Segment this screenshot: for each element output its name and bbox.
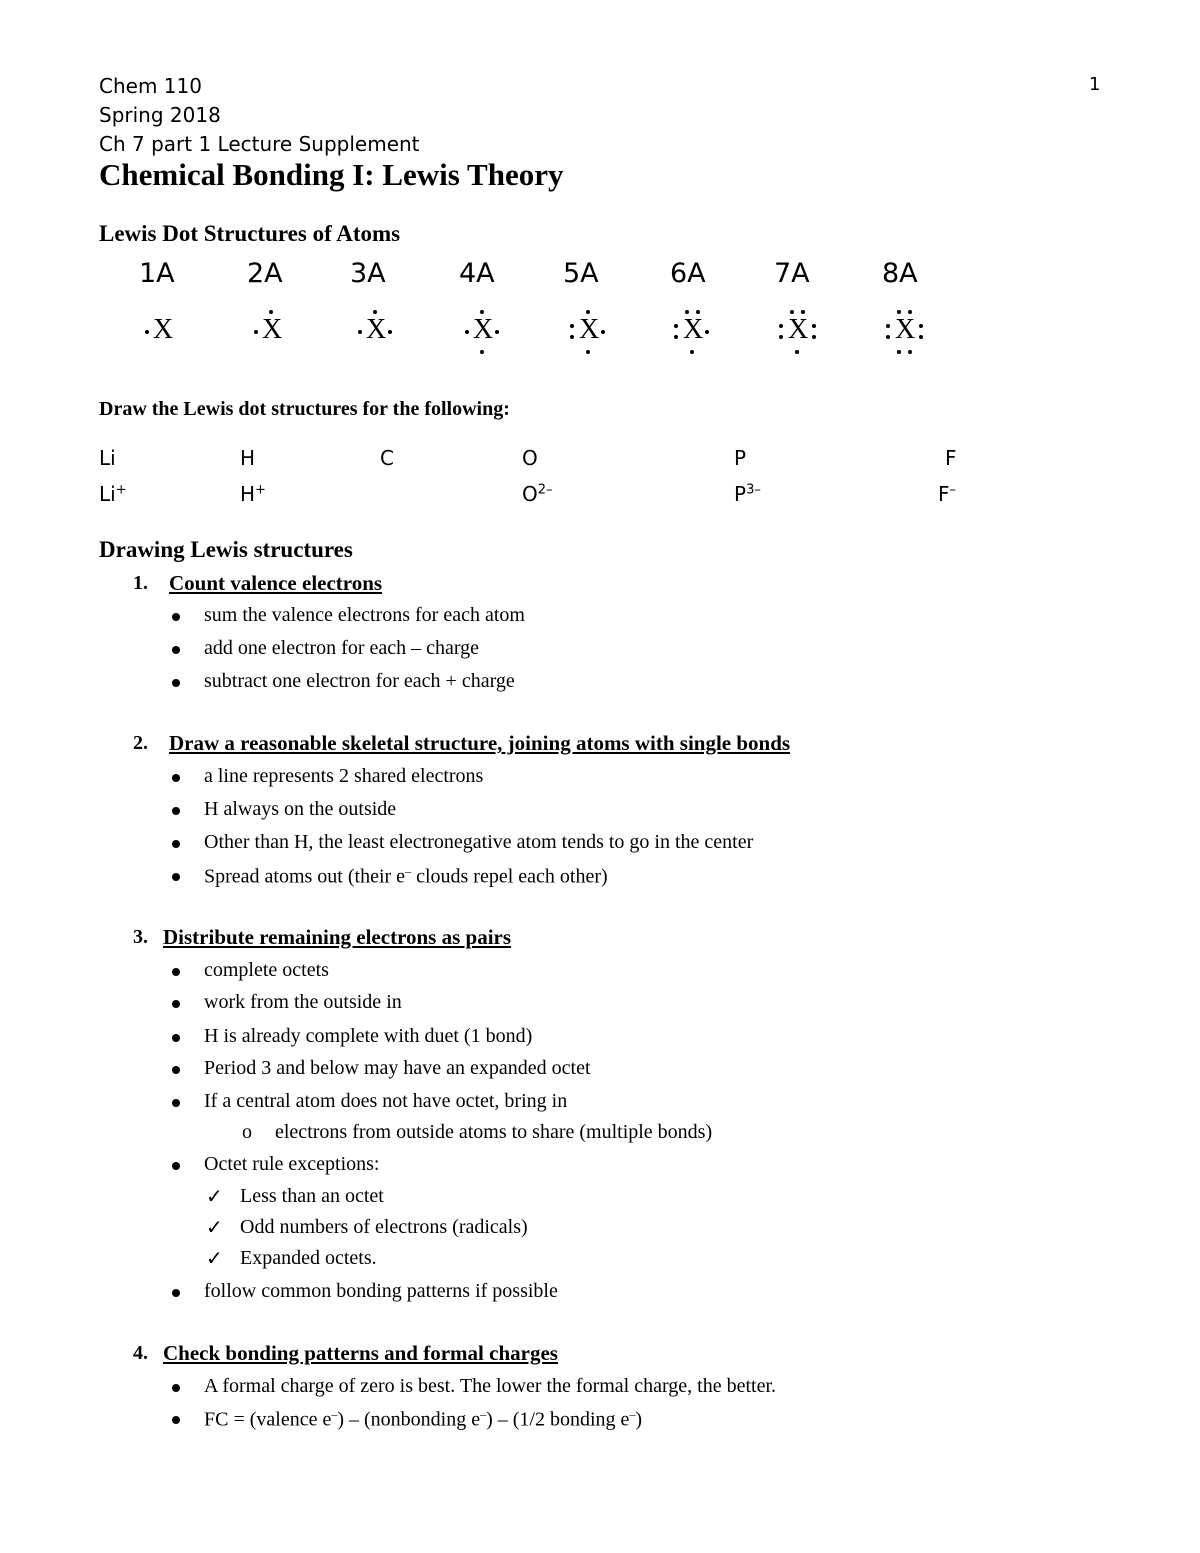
electron-dot: [480, 310, 484, 314]
text-fragment: FC = (valence e: [204, 1408, 332, 1431]
electron-dot: [674, 324, 678, 328]
group-label: 8A: [882, 258, 918, 289]
ion-base: H: [240, 482, 256, 506]
step-title: Count valence electrons: [169, 571, 383, 595]
electron-dot: [897, 350, 901, 354]
ion-base: Li: [99, 482, 116, 506]
list-item-text: [204, 864, 608, 889]
element-f: F: [945, 446, 957, 470]
bullet-dot: [172, 807, 180, 815]
electron-dot: [465, 330, 469, 334]
element-p: P: [734, 446, 747, 470]
electron-dot: [886, 324, 890, 328]
electron-dot: [495, 330, 499, 334]
element-symbol: X: [473, 314, 494, 345]
electron-dot: [586, 350, 590, 354]
bullet-dot: [172, 1000, 180, 1008]
step-title: Check bonding patterns and formal charges: [163, 1341, 558, 1365]
electron-dot: [790, 310, 794, 314]
lewis-symbol-7a: [766, 303, 836, 361]
electron-dot: [897, 310, 901, 314]
page-number: 1: [1089, 74, 1101, 95]
electron-dot: [908, 310, 912, 314]
bullet-dot: [172, 1416, 180, 1424]
bullet-dot: [172, 968, 180, 976]
electron-dot: [919, 335, 923, 339]
list-item-text: Other than H, the least electronegative atom tends to go in the center: [204, 831, 754, 853]
element-symbol: X: [895, 314, 916, 345]
electron-dot: [358, 330, 362, 334]
ion-o-2minus: [522, 482, 553, 506]
bullet-dot: [172, 774, 180, 782]
element-symbol: X: [683, 314, 704, 345]
list-item-text: subtract one electron for each + charge: [204, 670, 515, 692]
list-item-text: H always on the outside: [204, 798, 397, 820]
step-title: Distribute remaining electrons as pairs: [163, 925, 512, 949]
element-h: H: [240, 446, 256, 470]
list-item-text: A formal charge of zero is best. The lower the formal charge, the better.: [204, 1375, 777, 1397]
bullet-dot: [172, 1162, 180, 1170]
electron-dot: [145, 330, 149, 334]
superscript-charge: –: [331, 1407, 338, 1421]
page-title: Chemical Bonding I: Lewis Theory: [99, 157, 564, 192]
checkmark-icon: ✓: [206, 1186, 223, 1208]
list-item-text: Octet rule exceptions:: [204, 1153, 380, 1175]
term: Spring 2018: [99, 103, 221, 127]
group-label: 4A: [459, 258, 495, 289]
group-label: 2A: [247, 258, 283, 289]
step-number: 4.: [133, 1342, 148, 1364]
draw-prompt: Draw the Lewis dot structures for the following:: [99, 398, 510, 420]
electron-dot: [696, 310, 700, 314]
electron-dot: [570, 324, 574, 328]
ion-base: O: [522, 482, 538, 506]
bullet-dot: [172, 873, 180, 881]
ion-li-plus: [99, 482, 127, 506]
lewis-heading: Lewis Dot Structures of Atoms: [99, 221, 401, 246]
checkmark-icon: ✓: [206, 1248, 223, 1270]
bullet-dot: [172, 679, 180, 687]
group-label: 1A: [139, 258, 175, 289]
ion-h-plus: [240, 482, 266, 506]
list-item-text: work from the outside in: [204, 991, 402, 1013]
lewis-symbol-4a: [451, 303, 521, 361]
supplement-label: Ch 7 part 1 Lecture Supplement: [99, 132, 420, 156]
ion-base: P: [734, 482, 747, 506]
electron-dot: [705, 330, 709, 334]
electron-dot: [886, 335, 890, 339]
step-number: 2.: [133, 732, 148, 754]
superscript-charge: –: [629, 1407, 636, 1421]
ion-charge: +: [115, 482, 127, 498]
electron-dot: [388, 330, 392, 334]
lewis-symbol-2a: [240, 303, 310, 361]
ion-charge: +: [255, 482, 266, 498]
electron-dot: [685, 310, 689, 314]
electron-dot: [674, 335, 678, 339]
electron-dot: [812, 335, 816, 339]
check-item: Odd numbers of electrons (radicals): [240, 1216, 528, 1238]
check-item: Expanded octets.: [240, 1247, 377, 1269]
list-item-text: add one electron for each – charge: [204, 637, 480, 659]
lewis-symbol-6a: [661, 303, 731, 361]
bullet-dot: [172, 1289, 180, 1297]
lewis-symbol-3a: [344, 303, 414, 361]
list-item-text: If a central atom does not have octet, bring in: [204, 1090, 568, 1112]
bullet-dot: [172, 613, 180, 621]
element-o: O: [522, 446, 538, 470]
ion-p-3minus: [734, 482, 761, 506]
lewis-symbol-1a: [131, 303, 201, 361]
electron-dot: [269, 310, 273, 314]
list-item-text: H is already complete with duet (1 bond): [204, 1025, 533, 1047]
bullet-dot: [172, 1384, 180, 1392]
sub-list-item: electrons from outside atoms to share (multiple bonds): [275, 1121, 713, 1143]
text-fragment: ) – (1/2 bonding e: [486, 1408, 630, 1431]
step-title: Draw a reasonable skeletal structure, joining atoms with single bonds: [169, 731, 791, 755]
ion-charge: 3–: [746, 482, 761, 498]
electron-dot: [570, 335, 574, 339]
list-item-text: a line represents 2 shared electrons: [204, 765, 484, 787]
superscript-charge: –: [480, 1407, 487, 1421]
lewis-symbol-5a: [557, 303, 627, 361]
list-item-text: Period 3 and below may have an expanded octet: [204, 1057, 591, 1079]
bullet-dot: [172, 1066, 180, 1074]
electron-dot: [919, 324, 923, 328]
step-number: 1.: [133, 572, 148, 594]
ion-charge: –: [949, 482, 957, 498]
bullet-dot: [172, 646, 180, 654]
drawing-heading: Drawing Lewis structures: [99, 537, 353, 562]
element-symbol: X: [262, 314, 283, 345]
electron-dot: [586, 310, 590, 314]
superscript-charge: –: [405, 864, 412, 878]
sub-list-marker: o: [242, 1121, 252, 1143]
lewis-symbol-8a: [873, 303, 943, 361]
step-number: 3.: [133, 926, 148, 948]
element-symbol: X: [788, 314, 809, 345]
list-item-text: sum the valence electrons for each atom: [204, 604, 525, 626]
text-fragment: clouds repel each other): [411, 865, 608, 888]
element-symbol: X: [366, 314, 387, 345]
text-fragment: Spread atoms out (their e: [204, 865, 406, 888]
element-symbol: X: [153, 314, 174, 345]
bullet-dot: [172, 1034, 180, 1042]
list-item-text: follow common bonding patterns if possible: [204, 1280, 558, 1302]
group-label: 7A: [774, 258, 810, 289]
electron-dot: [795, 350, 799, 354]
electron-dot: [480, 350, 484, 354]
text-fragment: ) – (nonbonding e: [337, 1408, 481, 1431]
electron-dot: [690, 350, 694, 354]
text-fragment: ): [635, 1408, 643, 1431]
ion-f-minus: [938, 482, 956, 506]
course-name: Chem 110: [99, 74, 202, 98]
electron-dot: [908, 350, 912, 354]
group-label: 5A: [563, 258, 599, 289]
element-symbol: X: [579, 314, 600, 345]
checkmark-icon: ✓: [206, 1217, 223, 1239]
list-item-text: complete octets: [204, 959, 329, 981]
ion-base: F: [938, 482, 950, 506]
group-label: 3A: [350, 258, 386, 289]
electron-dot: [779, 324, 783, 328]
element-c: C: [380, 446, 394, 470]
electron-dot: [801, 310, 805, 314]
element-li: Li: [99, 446, 116, 470]
group-label: 6A: [670, 258, 706, 289]
electron-dot: [779, 335, 783, 339]
electron-dot: [254, 330, 258, 334]
electron-dot: [373, 310, 377, 314]
electron-dot: [812, 324, 816, 328]
ion-charge: 2–: [537, 482, 553, 498]
electron-dot: [601, 330, 605, 334]
bullet-dot: [172, 1099, 180, 1107]
check-item: Less than an octet: [240, 1185, 384, 1207]
list-item-text: [204, 1407, 642, 1432]
bullet-dot: [172, 840, 180, 848]
